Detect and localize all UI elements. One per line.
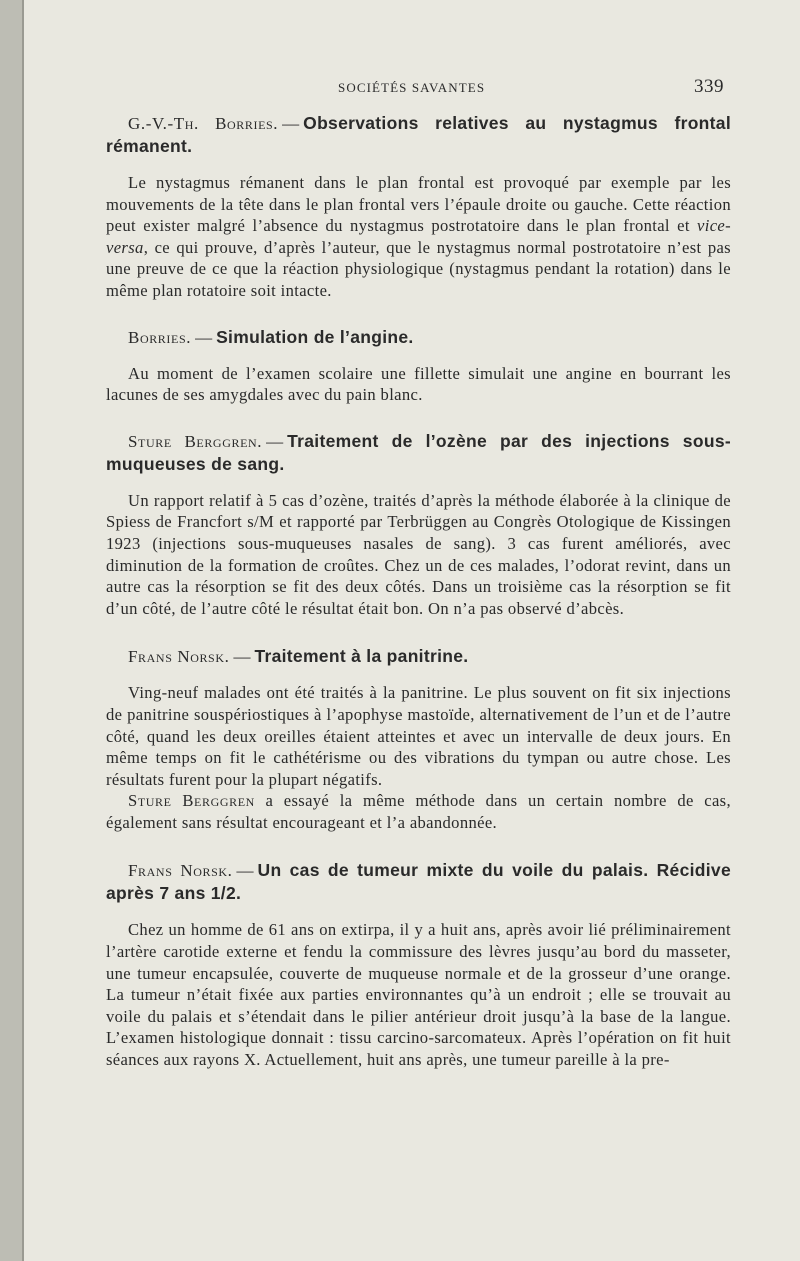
entry-heading <box>106 645 731 668</box>
continuation-author: Sture Berggren <box>128 791 255 811</box>
entry-paragraph: Un rapport relatif à 5 cas d’ozène, traités d’après la méthode élaborée à la clinique de Spiess de Francfort s/M et rapporté par Terbrüggen au Congrès Otologique de Kissingen 1923 (injections sous-muqueuses nasales de sang). 3 cas furent améliorés, avec diminution de la formation de croûtes. Chez un de ces malades, l’odorat revint, dans un autre cas la résorption se fit des deux côtés. Dans un troisième cas la résorption se fit d’un côté, de l’autre côté le résultat était bon. On n’a pas observé d’abcès. <box>106 490 731 618</box>
entry-paragraph: Ving-neuf malades ont été traités à la panitrine. Le plus souvent on fit six injections de panitrine souspériostiques à l’apophyse mastoïde, alternativement de l’un et de l’autre côté, quand les deux oreilles étaient atteintes et avec un intervalle de deux jours. En même temps on fit le cathétérisme ou des vibrations du tympan ou autre chose. Les résultats furent pour la plupart négatifs. <box>106 683 731 789</box>
page <box>22 0 800 1261</box>
paragraph-emphasis: vice-versa <box>106 216 731 257</box>
entry-author: Borries. <box>128 327 192 347</box>
entry-author: G.-V.-Th. Borries. <box>128 114 279 133</box>
paragraph-text: , ce qui prouve, d’après l’auteur, que le nystagmus normal postrotatoire n’est pas une preuve de ce que la réaction physiologique (nystagmus pendant la rotation) dans le même plan rotatoire soit intacte. <box>106 237 731 300</box>
entry-nystagmus <box>106 112 731 302</box>
page-number: 339 <box>694 76 724 97</box>
entry-title: Observations relatives au nystagmus frontal rémanent. <box>106 113 731 156</box>
entry-paragraph-continuation <box>106 790 731 833</box>
continuation-text: a essayé la même méthode dans un certain nombre de cas, également sans résultat encourageant et l’a abandonnée. <box>106 791 731 832</box>
entry-author: Frans Norsk. <box>128 861 233 881</box>
entry-dash: — <box>195 327 213 347</box>
entry-author: Sture Berggren. <box>128 431 263 451</box>
entry-heading <box>106 112 731 158</box>
entry-panitrine <box>106 645 731 833</box>
entry-angine <box>106 326 731 406</box>
entry-heading <box>106 430 731 476</box>
entry-author: Frans Norsk. <box>128 647 230 667</box>
entry-dash: — <box>266 431 284 451</box>
entry-paragraph: Au moment de l’examen scolaire une fillette simulait une angine en bourrant les lacunes de ses amygdales avec du pain blanc. <box>106 363 731 405</box>
entry-tumeur <box>106 859 731 1070</box>
entry-dash: — <box>282 114 300 133</box>
running-title: SOCIÉTÉS SAVANTES <box>338 80 486 95</box>
paragraph-text: Le nystagmus rémanent dans le plan frontal est provoqué par exemple par les mouvements de la tête dans le plan frontal vers l’épaule droite ou gauche. Cette réaction peut exister malgré l’absence du nystagmus postrotatoire dans le plan frontal et <box>106 173 731 236</box>
entry-paragraph: Chez un homme de 61 ans on extirpa, il y a huit ans, après avoir lié préliminairement l’artère carotide externe et fendu la commissure des lèvres jusqu’au bord du masseter, une tumeur encapsulée, couverte de muqueuse normale et de la grosseur d’une orange. La tumeur n’était fixée aux parties environnantes qu’à un endroit ; elle se trouvait au voile du palais et s’étendait dans le pilier antérieur droit jusqu’à la base de la langue. L’examen histologique donnait : tissu carcino-sarcomateux. Après l’opération on fit huit séances aux rayons X. Actuellement, huit ans après, une tumeur pareille à la pre- <box>106 920 731 1070</box>
entry-heading <box>106 859 731 905</box>
entry-ozene <box>106 430 731 620</box>
entry-heading <box>106 326 731 349</box>
entry-title: Simulation de l’angine. <box>216 326 414 347</box>
page-content <box>106 112 731 1071</box>
entry-paragraph <box>106 172 731 302</box>
entry-title: Traitement à la panitrine. <box>254 646 469 667</box>
running-header <box>22 76 800 100</box>
entry-title: Traitement de l’ozène par des injections sous-muqueuses de sang. <box>106 430 731 474</box>
entry-dash: — <box>233 647 251 667</box>
entry-dash: — <box>236 861 254 881</box>
entry-title: Un cas de tumeur mixte du voile du palais. Récidive après 7 ans 1/2. <box>106 860 731 904</box>
